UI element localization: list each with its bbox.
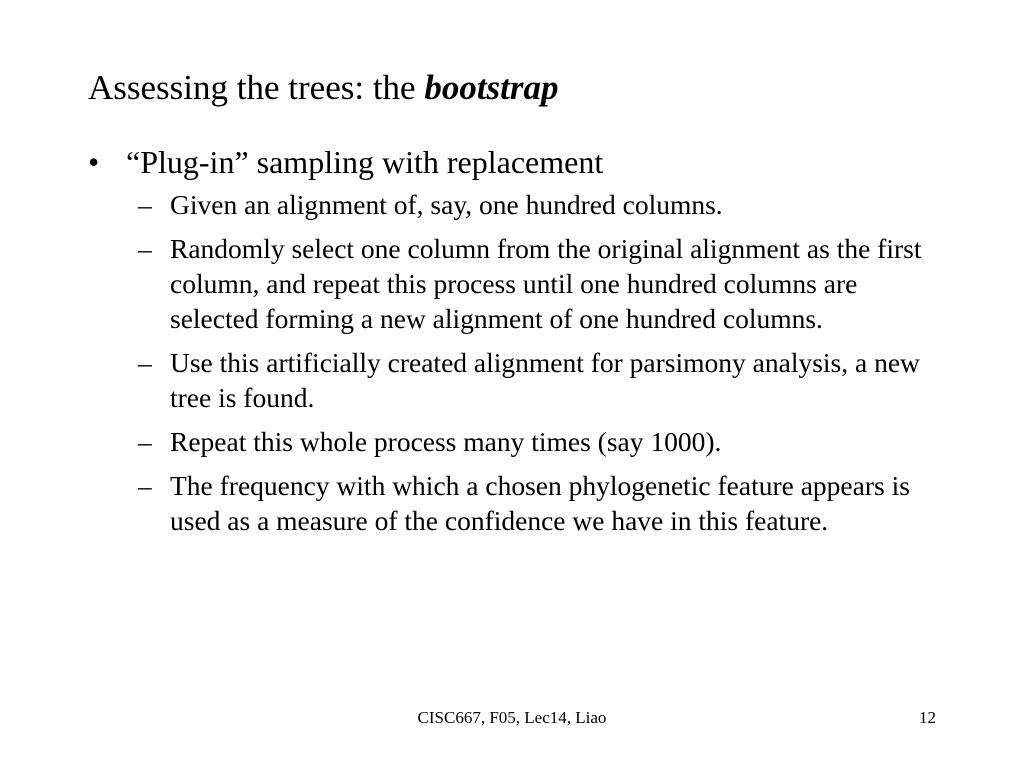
sub-bullet-item	[88, 345, 930, 415]
bullet-list	[88, 140, 948, 547]
bullet-item	[88, 140, 948, 184]
page-number: 12	[919, 708, 936, 727]
sub-bullet-item	[88, 468, 930, 538]
sub-bullet-list	[88, 187, 948, 538]
sub-bullet-item	[88, 424, 930, 459]
sub-bullet-text: Use this artificially created alignment for parsimony analysis, a new tree is found.	[170, 347, 920, 413]
dash-icon: –	[138, 233, 152, 264]
bullet-text: “Plug-in” sampling with replacement	[126, 144, 604, 180]
title-emphasis: bootstrap	[424, 68, 559, 107]
slide-title	[88, 64, 559, 112]
dash-icon: –	[138, 426, 152, 457]
sub-bullet-text: Given an alignment of, say, one hundred columns.	[170, 189, 723, 220]
sub-bullet-text: Randomly select one column from the original alignment as the first column, and repeat this process until one hundred columns are selected forming a new alignment of one hundred columns.	[170, 233, 922, 334]
title-text: Assessing the trees: the	[88, 68, 425, 107]
sub-bullet-item	[88, 231, 930, 336]
bullet-dot-icon: •	[88, 144, 100, 180]
sub-bullet-item	[88, 187, 930, 222]
dash-icon: –	[138, 189, 152, 220]
dash-icon: –	[138, 347, 152, 378]
slide-footer: CISC667, F05, Lec14, Liao	[417, 708, 607, 727]
dash-icon: –	[138, 470, 152, 501]
sub-bullet-text: Repeat this whole process many times (say 1000).	[170, 426, 722, 457]
sub-bullet-text: The frequency with which a chosen phylogenetic feature appears is used as a measure of the confidence we have in this feature.	[170, 470, 910, 536]
